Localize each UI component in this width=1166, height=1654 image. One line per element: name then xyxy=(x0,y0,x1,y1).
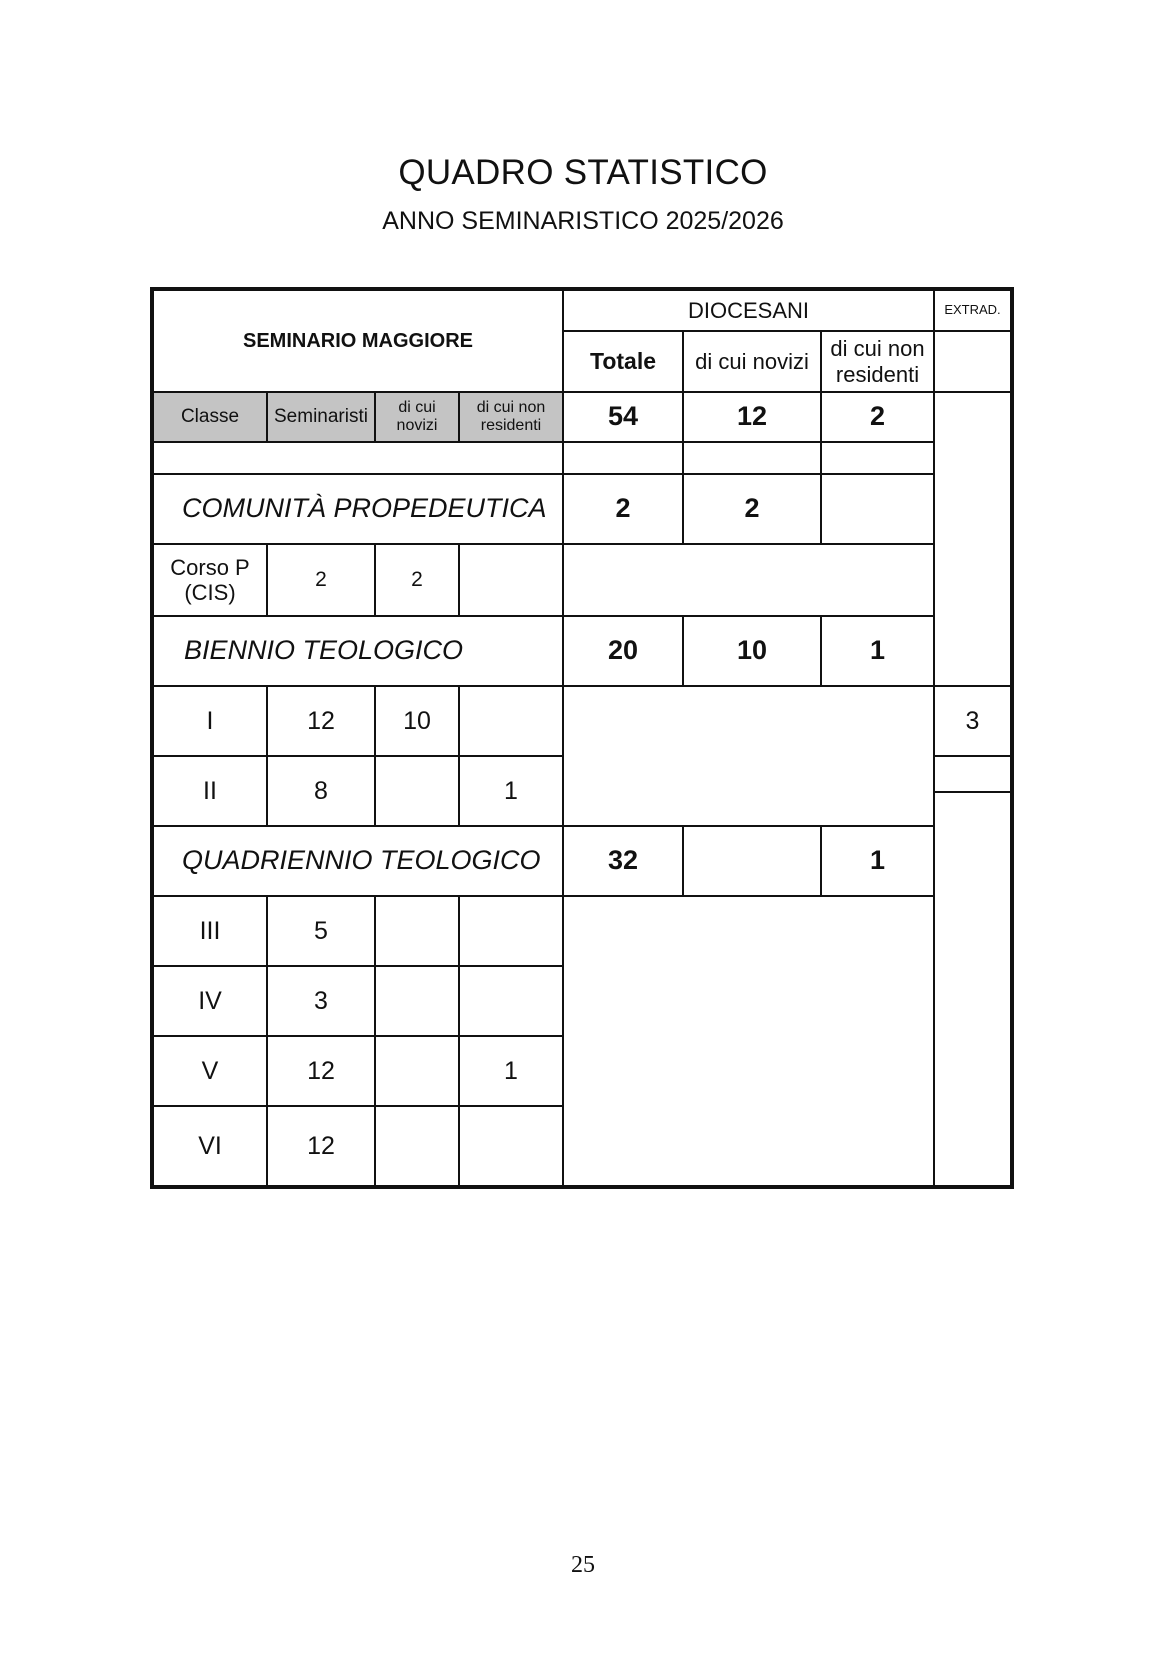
header-seminario-maggiore: SEMINARIO MAGGIORE xyxy=(152,289,564,393)
total-non-residenti: 2 xyxy=(820,391,935,443)
row-classe: V xyxy=(152,1035,268,1107)
row-seminaristi: 12 xyxy=(266,1035,376,1107)
row-seminaristi: 5 xyxy=(266,895,376,967)
row-non-residenti xyxy=(458,543,564,617)
col-class-non-residenti: di cui non residenti xyxy=(458,391,564,443)
quadriennio-novizi xyxy=(682,825,822,897)
page-title: QUADRO STATISTICO xyxy=(398,153,768,192)
row-novizi: 10 xyxy=(374,685,460,757)
row-classe: I xyxy=(152,685,268,757)
extrad-column-spacer xyxy=(933,755,1012,1187)
biennio-extrad: 3 xyxy=(933,685,1012,757)
merged-empty-cell xyxy=(562,543,935,617)
row-novizi xyxy=(374,1035,460,1107)
statistics-table xyxy=(150,287,1014,1189)
row-novizi xyxy=(374,1105,460,1187)
col-totale: Totale xyxy=(562,330,684,393)
row-seminaristi: 8 xyxy=(266,755,376,827)
spacer-cell xyxy=(682,441,822,475)
row-non-residenti: 1 xyxy=(458,1035,564,1107)
total-totale: 54 xyxy=(562,391,684,443)
row-non-residenti xyxy=(458,1105,564,1187)
header-diocesani: DIOCESANI xyxy=(562,289,935,332)
row-classe: III xyxy=(152,895,268,967)
row-novizi xyxy=(374,755,460,827)
merged-empty-cell xyxy=(562,895,935,1187)
section-propedeutica: COMUNITÀ PROPEDEUTICA xyxy=(152,473,564,545)
row-seminaristi: 12 xyxy=(266,685,376,757)
extrad-spacer-top xyxy=(933,330,1012,393)
spacer-cell xyxy=(562,441,684,475)
quadriennio-totale: 32 xyxy=(562,825,684,897)
row-classe: II xyxy=(152,755,268,827)
total-novizi: 12 xyxy=(682,391,822,443)
propedeutica-novizi: 2 xyxy=(682,473,822,545)
propedeutica-totale: 2 xyxy=(562,473,684,545)
row-seminaristi: 12 xyxy=(266,1105,376,1187)
quadriennio-non-residenti: 1 xyxy=(820,825,935,897)
row-non-residenti xyxy=(458,965,564,1037)
biennio-totale: 20 xyxy=(562,615,684,687)
row-classe: IV xyxy=(152,965,268,1037)
row-non-residenti xyxy=(458,685,564,757)
page-number: 25 xyxy=(571,1552,595,1578)
row-novizi: 2 xyxy=(374,543,460,617)
spacer-cell xyxy=(820,441,935,475)
section-biennio: BIENNIO TEOLOGICO xyxy=(152,615,564,687)
row-non-residenti: 1 xyxy=(458,755,564,827)
row-novizi xyxy=(374,895,460,967)
biennio-novizi: 10 xyxy=(682,615,822,687)
row-non-residenti xyxy=(458,895,564,967)
row-novizi xyxy=(374,965,460,1037)
row-classe: Corso P (CIS) xyxy=(152,543,268,617)
col-class-novizi: di cui novizi xyxy=(374,391,460,443)
row-seminaristi: 3 xyxy=(266,965,376,1037)
col-seminaristi: Seminaristi xyxy=(266,391,376,443)
spacer-row xyxy=(152,441,564,475)
section-quadriennio: QUADRIENNIO TEOLOGICO xyxy=(152,825,564,897)
biennio-non-residenti: 1 xyxy=(820,615,935,687)
merged-empty-cell xyxy=(562,685,935,827)
page-subtitle: ANNO SEMINARISTICO 2025/2026 xyxy=(382,207,784,235)
col-novizi: di cui novizi xyxy=(682,330,822,393)
header-extrad: EXTRAD. xyxy=(933,289,1012,332)
col-classe: Classe xyxy=(152,391,268,443)
row-classe: VI xyxy=(152,1105,268,1187)
propedeutica-non-residenti xyxy=(820,473,935,545)
col-non-residenti: di cui non residenti xyxy=(820,330,935,393)
row-seminaristi: 2 xyxy=(266,543,376,617)
